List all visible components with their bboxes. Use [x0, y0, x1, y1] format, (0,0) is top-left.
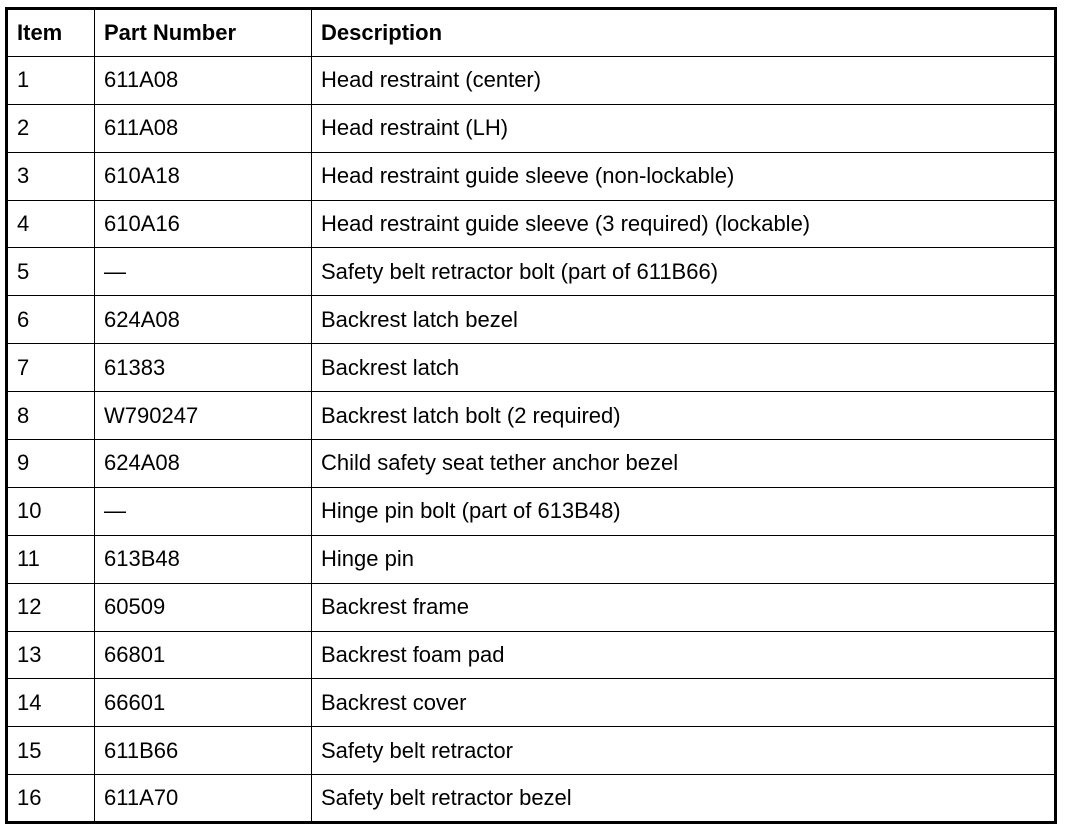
cell-part-number: — [95, 487, 312, 535]
cell-item: 11 [7, 535, 95, 583]
cell-description: Head restraint guide sleeve (non-lockable) [312, 152, 1056, 200]
cell-part-number: 613B48 [95, 535, 312, 583]
cell-item: 7 [7, 344, 95, 392]
cell-description: Head restraint guide sleeve (3 required) (lockable) [312, 200, 1056, 248]
table-row [7, 440, 1056, 488]
cell-part-number: 66801 [95, 631, 312, 679]
table-row [7, 487, 1056, 535]
cell-description: Hinge pin [312, 535, 1056, 583]
table-row [7, 535, 1056, 583]
table-body [7, 56, 1056, 822]
table-row [7, 583, 1056, 631]
cell-part-number: 611A08 [95, 104, 312, 152]
table-row [7, 248, 1056, 296]
cell-item: 9 [7, 440, 95, 488]
cell-description: Backrest latch bezel [312, 296, 1056, 344]
cell-item: 5 [7, 248, 95, 296]
cell-part-number: 611B66 [95, 727, 312, 775]
cell-item: 14 [7, 679, 95, 727]
cell-description: Safety belt retractor [312, 727, 1056, 775]
cell-description: Head restraint (LH) [312, 104, 1056, 152]
cell-part-number: 611A70 [95, 775, 312, 823]
cell-part-number: 610A16 [95, 200, 312, 248]
table-row [7, 775, 1056, 823]
cell-part-number: 624A08 [95, 440, 312, 488]
cell-description: Head restraint (center) [312, 56, 1056, 104]
cell-description: Backrest latch bolt (2 required) [312, 392, 1056, 440]
cell-part-number: 610A18 [95, 152, 312, 200]
cell-description: Backrest foam pad [312, 631, 1056, 679]
cell-item: 10 [7, 487, 95, 535]
table-header-row [7, 9, 1056, 57]
table-row [7, 344, 1056, 392]
cell-description: Backrest latch [312, 344, 1056, 392]
table-row [7, 200, 1056, 248]
cell-item: 8 [7, 392, 95, 440]
table-row [7, 104, 1056, 152]
cell-description: Hinge pin bolt (part of 613B48) [312, 487, 1056, 535]
table-row [7, 56, 1056, 104]
cell-part-number: — [95, 248, 312, 296]
cell-item: 15 [7, 727, 95, 775]
cell-description: Child safety seat tether anchor bezel [312, 440, 1056, 488]
cell-part-number: 611A08 [95, 56, 312, 104]
table-row [7, 152, 1056, 200]
cell-part-number: 60509 [95, 583, 312, 631]
table-row [7, 727, 1056, 775]
cell-item: 6 [7, 296, 95, 344]
cell-part-number: 66601 [95, 679, 312, 727]
cell-item: 1 [7, 56, 95, 104]
cell-part-number: 624A08 [95, 296, 312, 344]
cell-part-number: 61383 [95, 344, 312, 392]
cell-description: Safety belt retractor bolt (part of 611B66) [312, 248, 1056, 296]
cell-item: 16 [7, 775, 95, 823]
cell-item: 4 [7, 200, 95, 248]
cell-item: 12 [7, 583, 95, 631]
cell-item: 3 [7, 152, 95, 200]
column-header-description: Description [312, 9, 1056, 57]
column-header-part-number: Part Number [95, 9, 312, 57]
cell-item: 2 [7, 104, 95, 152]
cell-part-number: W790247 [95, 392, 312, 440]
column-header-item: Item [7, 9, 95, 57]
table-row [7, 679, 1056, 727]
table-row [7, 392, 1056, 440]
cell-description: Backrest frame [312, 583, 1056, 631]
table-row [7, 296, 1056, 344]
cell-description: Safety belt retractor bezel [312, 775, 1056, 823]
cell-item: 13 [7, 631, 95, 679]
parts-table [5, 7, 1057, 824]
cell-description: Backrest cover [312, 679, 1056, 727]
table-row [7, 631, 1056, 679]
